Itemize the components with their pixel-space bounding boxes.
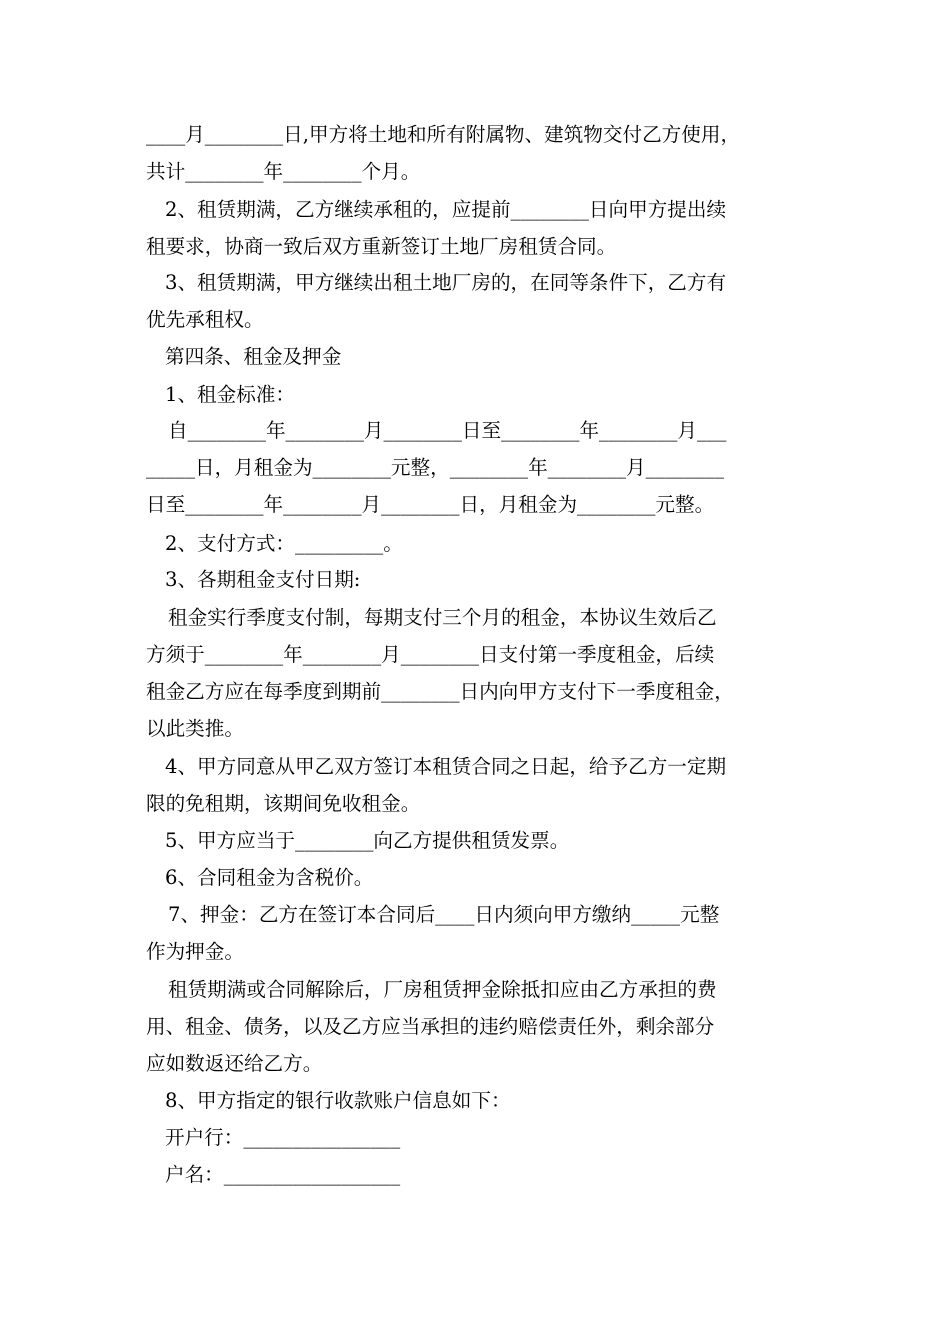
text-line: 2、支付方式：_________。 — [165, 532, 403, 555]
text-line: 用、租金、债务，以及乙方应当承担的违约赔偿责任外，剩余部分 — [146, 1015, 715, 1038]
text-line: 租金实行季度支付制，每期支付三个月的租金，本协议生效后乙 — [168, 606, 717, 629]
text-line: _____日，月租金为________元整，________年________月________ — [146, 456, 725, 479]
text-line: 3、各期租金支付日期: — [165, 568, 361, 591]
text-line: 3、租赁期满，甲方继续出租土地厂房的，在同等条件下，乙方有 — [165, 271, 727, 294]
text-line: 自________年________月________日至________年________月___ — [168, 419, 727, 442]
text-line: 租赁期满或合同解除后，厂房租赁押金除抵扣应由乙方承担的费 — [168, 978, 717, 1001]
text-line: 应如数返还给乙方。 — [146, 1052, 323, 1075]
text-line: 租金乙方应在每季度到期前________日内向甲方支付下一季度租金， — [146, 680, 734, 703]
text-line: 作为押金。 — [146, 940, 244, 963]
bank-name-line: 开户行：________________ — [165, 1126, 401, 1149]
text-line: 租要求，协商一致后双方重新签订土地厂房租赁合同。 — [146, 235, 617, 258]
text-line: 5、甲方应当于________向乙方提供租赁发票。 — [165, 829, 570, 852]
text-line: 4、甲方同意从甲乙双方签订本租赁合同之日起，给予乙方一定期 — [165, 755, 727, 778]
text-line: 方须于________年________月________日支付第一季度租金，后续 — [146, 643, 715, 666]
text-line: 8、甲方指定的银行收款账户信息如下： — [165, 1089, 511, 1112]
account-name-line: 户名：__________________ — [165, 1163, 401, 1186]
text-line: 限的免租期，该期间免收租金。 — [146, 792, 421, 815]
text-line: ____月________日,甲方将土地和所有附属物、建筑物交付乙方使用， — [146, 123, 741, 146]
text-line: 日至________年________月________日，月租金为________元整。 — [146, 493, 715, 516]
text-line: 7、押金：乙方在签订本合同后____日内须向甲方缴纳_____元整 — [168, 903, 720, 926]
text-line: 1、租金标准： — [165, 383, 296, 406]
text-line: 6、合同租金为含税价。 — [165, 866, 374, 889]
text-line: 共计________年________个月。 — [146, 160, 421, 183]
text-line: 以此类推。 — [146, 717, 244, 740]
section-heading: 第四条、租金及押金 — [165, 345, 342, 368]
text-line: 2、租赁期满，乙方继续承租的，应提前________日向甲方提出续 — [165, 198, 727, 221]
text-line: 优先承租权。 — [146, 308, 264, 331]
